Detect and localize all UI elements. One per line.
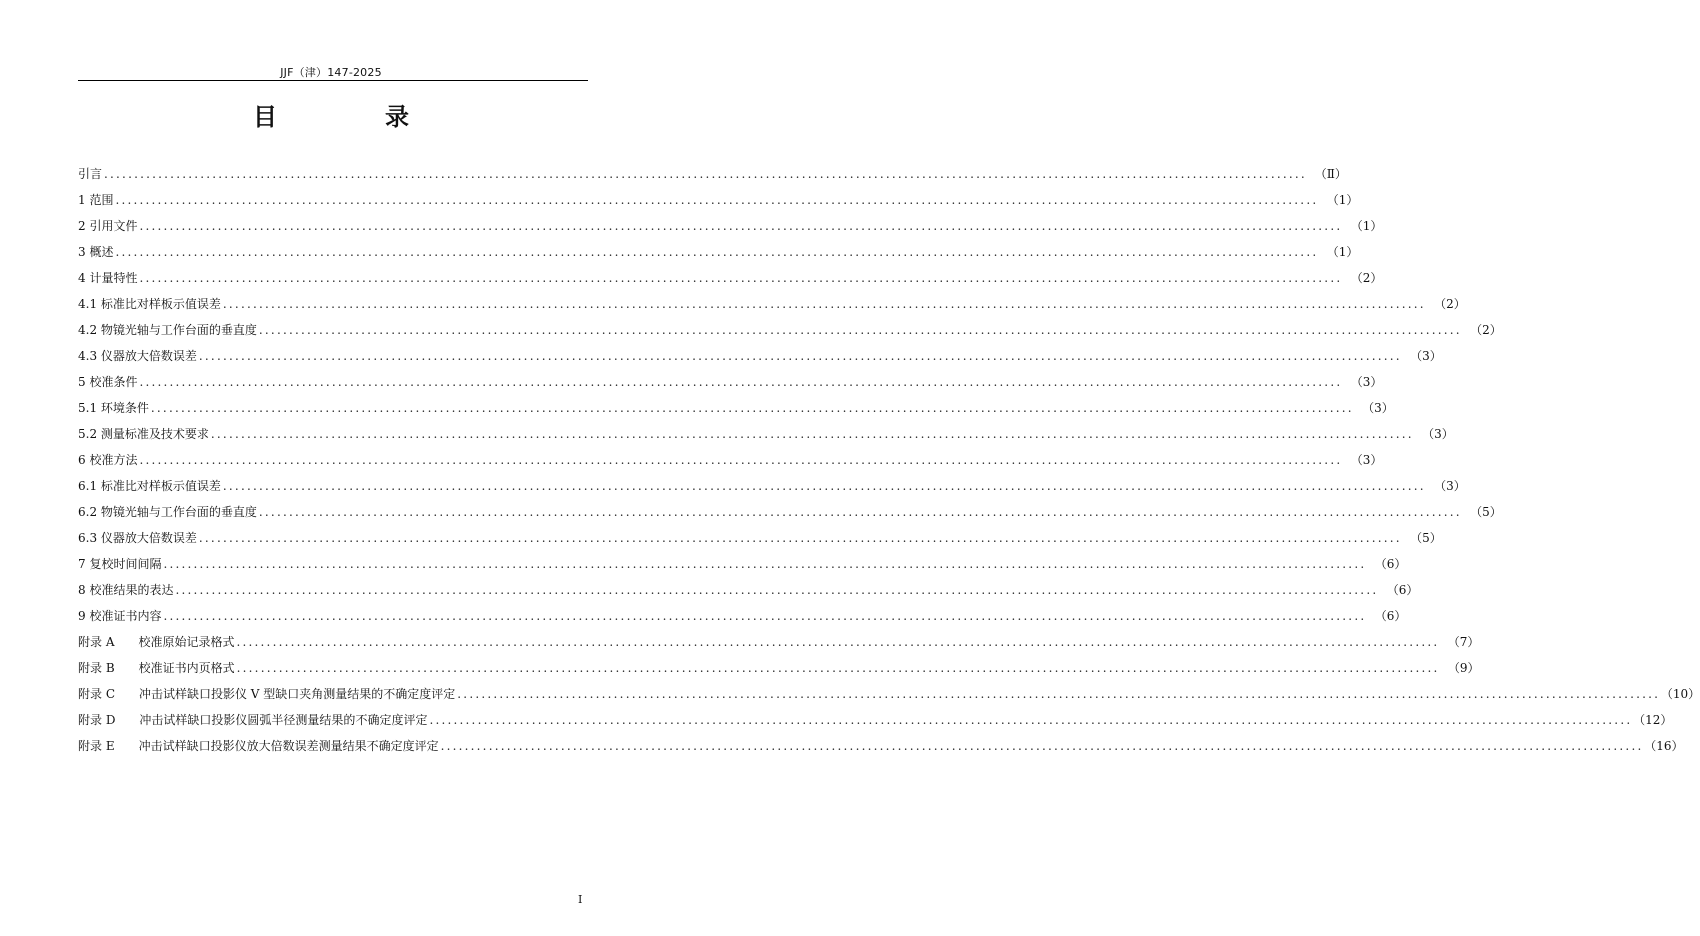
toc-leader-dots: ........................................................................................................................................................................................................	[258, 323, 1462, 337]
toc-entry-page: （9）	[1447, 661, 1480, 675]
toc-entry-label: 5 校准条件	[78, 375, 138, 389]
toc-entry-label: 引言	[78, 167, 103, 181]
toc-entry-label: 4.3 仪器放大倍数误差	[78, 349, 197, 363]
toc-entry-label: 附录 A 校准原始记录格式	[78, 635, 235, 649]
toc-leader-dots: ........................................................................................................................................................................................................	[139, 271, 1343, 285]
toc-entry[interactable]	[78, 629, 1480, 655]
toc-entry-page: （6）	[1374, 557, 1407, 571]
toc-leader-dots: ........................................................................................................................................................................................................	[457, 687, 1661, 701]
toc-leader-dots: ........................................................................................................................................................................................................	[175, 583, 1379, 597]
toc-leader-dots: ........................................................................................................................................................................................................	[429, 713, 1633, 727]
toc-entry[interactable]	[78, 551, 1407, 577]
toc-entry[interactable]	[78, 499, 1502, 525]
toc-entry[interactable]	[78, 213, 1383, 239]
toc-entry[interactable]	[78, 291, 1466, 317]
toc-leader-dots: ........................................................................................................................................................................................................	[198, 349, 1402, 363]
toc-entry-page: （6）	[1374, 609, 1407, 623]
toc-entry-label: 5.1 环境条件	[78, 401, 149, 415]
toc-entry-label: 6.3 仪器放大倍数误差	[78, 531, 197, 545]
toc-entry-page: （5）	[1470, 505, 1502, 519]
toc-leader-dots: ........................................................................................................................................................................................................	[222, 479, 1426, 493]
toc-leader-dots: ........................................................................................................................................................................................................	[210, 427, 1414, 441]
toc-entry-label: 4.1 标准比对样板示值误差	[78, 297, 221, 311]
toc-leader-dots: ........................................................................................................................................................................................................	[236, 661, 1440, 675]
toc-entry-label: 6.1 标准比对样板示值误差	[78, 479, 221, 493]
toc-entry[interactable]	[78, 161, 1347, 187]
toc-leader-dots: ........................................................................................................................................................................................................	[150, 401, 1354, 415]
toc-entry[interactable]	[78, 395, 1394, 421]
toc-entry-page: （3）	[1422, 427, 1454, 441]
toc-title: 目 录	[253, 103, 451, 131]
toc-entry-page: （10）	[1660, 687, 1700, 701]
toc-entry-label: 附录 D 冲击试样缺口投影仪圆弧半径测量结果的不确定度评定	[78, 713, 428, 727]
header-rule	[78, 80, 588, 81]
toc-entry-label: 9 校准证书内容	[78, 609, 162, 623]
toc-leader-dots: ........................................................................................................................................................................................................	[258, 505, 1462, 519]
toc-leader-dots: ........................................................................................................................................................................................................	[163, 557, 1367, 571]
toc-leader-dots: ........................................................................................................................................................................................................	[236, 635, 1440, 649]
toc-entry-page: （12）	[1633, 713, 1673, 727]
toc-entry-label: 附录 E 冲击试样缺口投影仪放大倍数误差测量结果不确定度评定	[78, 739, 439, 753]
toc-entry-label: 附录 B 校准证书内页格式	[78, 661, 235, 675]
toc-entry[interactable]	[78, 655, 1480, 681]
toc-entry-label: 8 校准结果的表达	[78, 583, 174, 597]
toc-entry-label: 4 计量特性	[78, 271, 138, 285]
toc-entry[interactable]	[78, 239, 1359, 265]
toc-entry[interactable]	[78, 265, 1383, 291]
toc-entry-page: （5）	[1410, 531, 1442, 545]
toc-entry-page: （3）	[1362, 401, 1394, 415]
toc-entry-page: （6）	[1386, 583, 1419, 597]
toc-leader-dots: ........................................................................................................................................................................................................	[104, 167, 1307, 181]
toc-entry[interactable]	[78, 733, 1684, 759]
toc-leader-dots: ........................................................................................................................................................................................................	[115, 245, 1319, 259]
page-number: I	[578, 893, 583, 906]
toc-entry-label: 5.2 测量标准及技术要求	[78, 427, 209, 441]
toc-entry[interactable]	[78, 681, 1700, 707]
toc-entry-page: （1）	[1326, 245, 1359, 259]
toc-entry[interactable]	[78, 603, 1407, 629]
toc-entry-page: （1）	[1350, 219, 1383, 233]
toc-entry-page: （Ⅱ）	[1314, 167, 1347, 181]
toc-entry[interactable]	[78, 473, 1466, 499]
toc-entry[interactable]	[78, 369, 1383, 395]
toc-entry-label: 6.2 物镜光轴与工作台面的垂直度	[78, 505, 257, 519]
toc-entry-label: 1 范围	[78, 193, 114, 207]
toc-entry-page: （2）	[1470, 323, 1502, 337]
toc-entry-label: 附录 C 冲击试样缺口投影仪 V 型缺口夹角测量结果的不确定度评定	[78, 687, 456, 701]
toc-entry-page: （3）	[1350, 453, 1383, 467]
toc-entry[interactable]	[78, 447, 1383, 473]
toc-entry-label: 3 概述	[78, 245, 114, 259]
toc-entry[interactable]	[78, 421, 1454, 447]
table-of-contents	[78, 161, 1700, 759]
toc-entry-page: （3）	[1434, 479, 1466, 493]
toc-entry-page: （16）	[1644, 739, 1684, 753]
toc-entry-label: 2 引用文件	[78, 219, 138, 233]
toc-entry[interactable]	[78, 317, 1502, 343]
toc-entry-label: 4.2 物镜光轴与工作台面的垂直度	[78, 323, 257, 337]
toc-leader-dots: ........................................................................................................................................................................................................	[139, 453, 1343, 467]
toc-entry[interactable]	[78, 343, 1442, 369]
toc-entry-page: （3）	[1350, 375, 1383, 389]
toc-leader-dots: ........................................................................................................................................................................................................	[115, 193, 1319, 207]
toc-entry-page: （7）	[1447, 635, 1480, 649]
toc-leader-dots: ........................................................................................................................................................................................................	[163, 609, 1367, 623]
toc-leader-dots: ........................................................................................................................................................................................................	[440, 739, 1644, 753]
toc-entry-page: （2）	[1434, 297, 1466, 311]
toc-entry-page: （1）	[1326, 193, 1359, 207]
toc-entry-label: 7 复校时间间隔	[78, 557, 162, 571]
document-code-header: JJF（津）147-2025	[280, 66, 382, 79]
toc-leader-dots: ........................................................................................................................................................................................................	[139, 219, 1343, 233]
toc-entry[interactable]	[78, 525, 1442, 551]
toc-entry[interactable]	[78, 577, 1419, 603]
toc-entry[interactable]	[78, 707, 1673, 733]
toc-entry-page: （3）	[1410, 349, 1442, 363]
toc-leader-dots: ........................................................................................................................................................................................................	[198, 531, 1402, 545]
toc-entry-label: 6 校准方法	[78, 453, 138, 467]
toc-entry-page: （2）	[1350, 271, 1383, 285]
toc-leader-dots: ........................................................................................................................................................................................................	[222, 297, 1426, 311]
toc-entry[interactable]	[78, 187, 1359, 213]
toc-leader-dots: ........................................................................................................................................................................................................	[139, 375, 1343, 389]
